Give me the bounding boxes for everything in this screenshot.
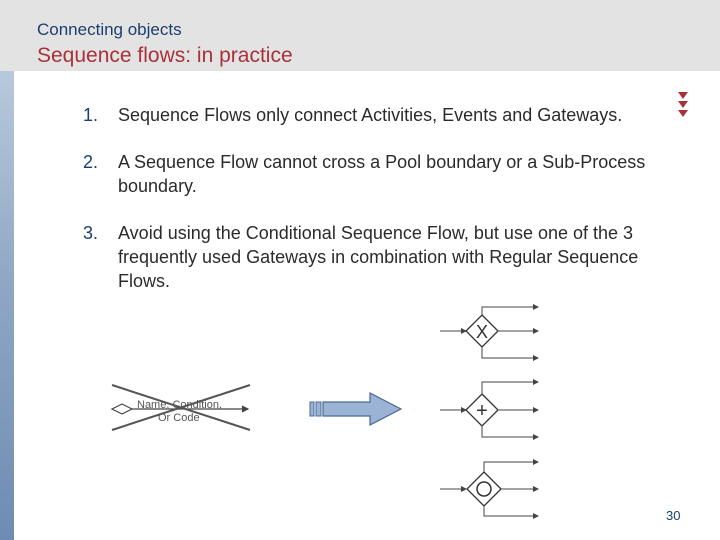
parallel-gateway-example xyxy=(440,382,538,437)
exclusive-gateway-example xyxy=(440,307,538,358)
conditional-flow-example xyxy=(112,385,250,430)
replacement-arrow-icon xyxy=(310,393,401,425)
item-number: 3. xyxy=(83,223,99,243)
item-number: 2. xyxy=(83,152,99,172)
inclusive-gateway-icon xyxy=(467,472,501,506)
slide-title: Sequence flows: in practice xyxy=(37,44,293,67)
item-text: Sequence Flows only connect Activities, Events and Gateways. xyxy=(118,105,623,125)
item-number: 1. xyxy=(83,105,99,125)
condition-diamond-icon xyxy=(112,404,132,414)
exclusive-gateway-symbol: X xyxy=(475,322,489,342)
conditional-flow-label-line2: Or Code xyxy=(158,412,200,424)
conditional-flow-label-line1: Name, Condition, xyxy=(137,399,222,411)
parallel-gateway-symbol: + xyxy=(476,400,488,422)
inclusive-gateway-example xyxy=(440,462,538,516)
item-text: A Sequence Flow cannot cross a Pool boundary or a Sub-Process boundary. xyxy=(118,152,646,196)
item-text: Avoid using the Conditional Sequence Flow, but use one of the 3 frequently used Gateways in combination with Regular Sequence Flows. xyxy=(118,223,639,291)
section-title: Connecting objects xyxy=(37,20,182,39)
page-number: 30 xyxy=(666,508,681,523)
